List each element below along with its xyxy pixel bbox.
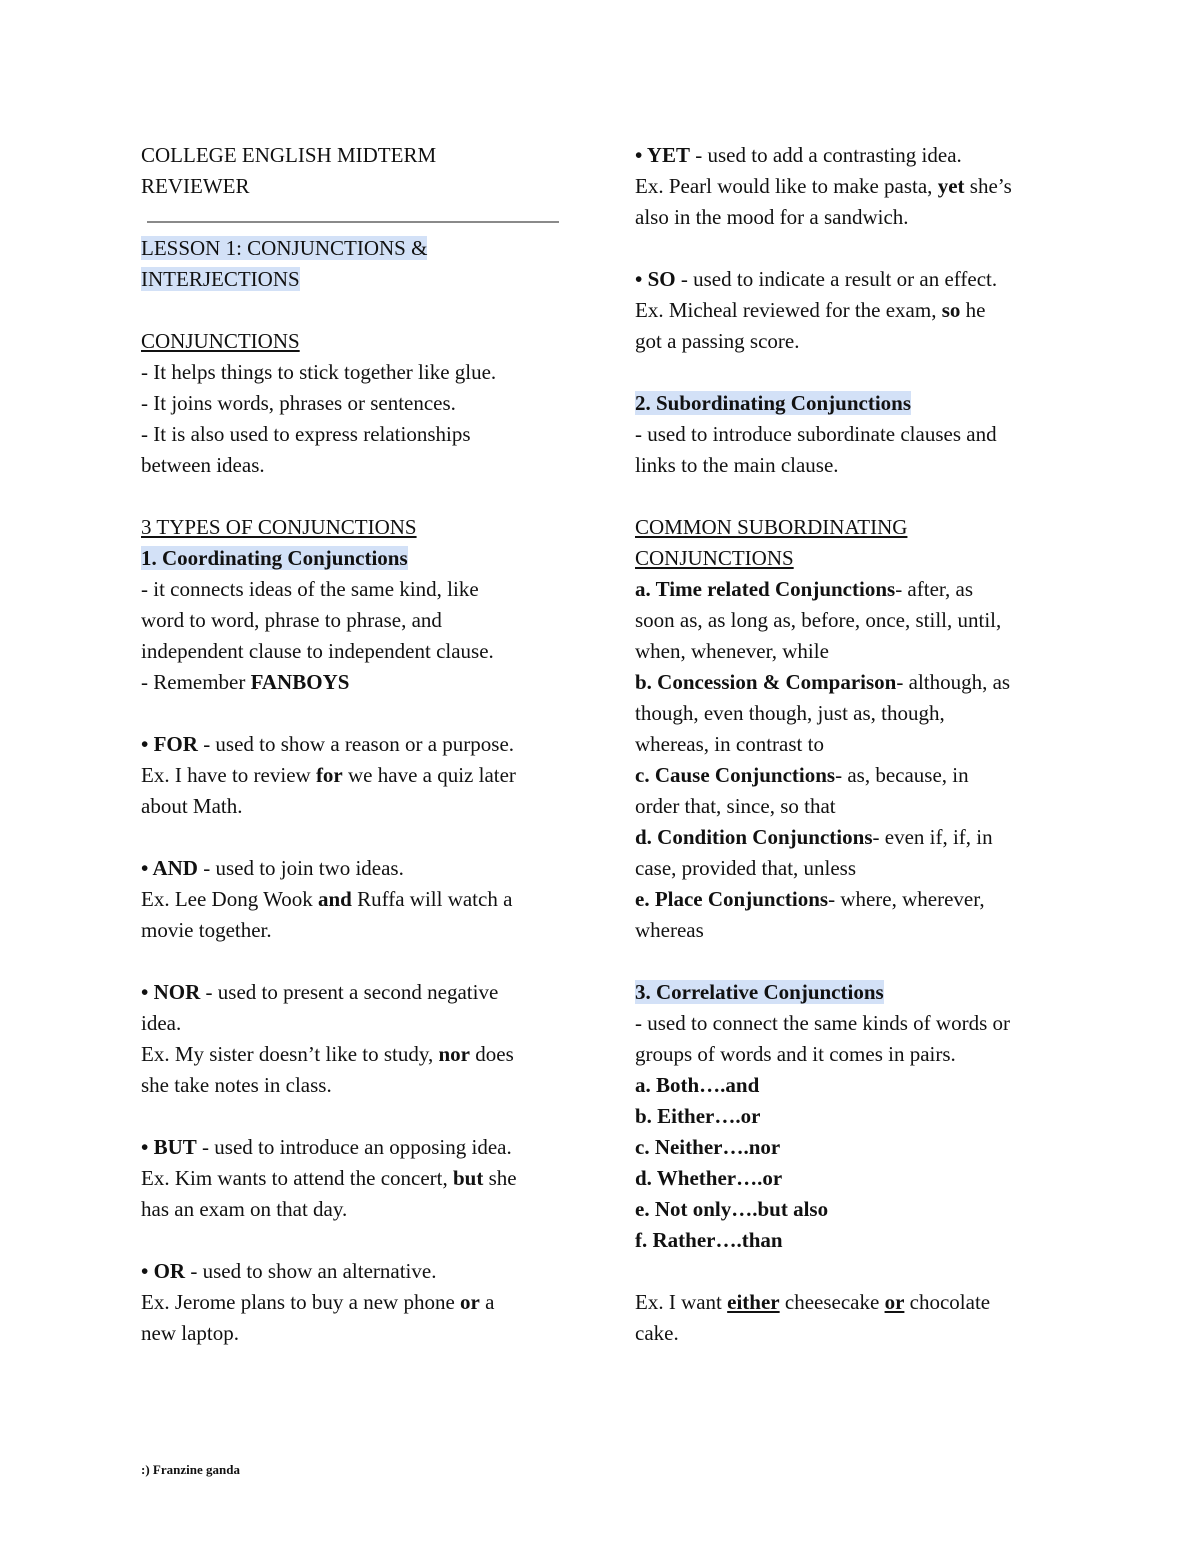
cause-conjunctions — [635, 760, 1075, 791]
example-keyword: or — [460, 1290, 480, 1314]
right-column — [635, 140, 1075, 1349]
or-example — [141, 1287, 571, 1318]
and-example-continued: movie together. — [141, 918, 272, 942]
time-conjunctions-continued: soon as, as long as, before, once, still, until, — [635, 608, 1002, 632]
document-title: COLLEGE ENGLISH MIDTERM — [141, 143, 437, 167]
definition-text: - used to introduce an opposing idea. — [196, 1135, 512, 1159]
condition-label: d. Condition Conjunctions — [635, 825, 873, 849]
definition-text: - used to add a contrasting idea. — [690, 143, 962, 167]
so-example — [635, 295, 1075, 326]
example-text: a — [479, 1290, 495, 1314]
common-subordinating-heading: COMMON SUBORDINATING — [635, 515, 908, 539]
definition-text: - used to indicate a result or an effect. — [675, 267, 998, 291]
correlative-pair: b. Either….or — [635, 1104, 761, 1128]
and-example — [141, 884, 571, 915]
left-column — [141, 140, 571, 1349]
concession-conjunctions — [635, 667, 1075, 698]
so-example-continued: got a passing score. — [635, 329, 800, 353]
time-conjunctions-continued: when, whenever, while — [635, 639, 829, 663]
example-keyword: so — [941, 298, 961, 322]
yet-example — [635, 171, 1075, 202]
or-bullet: • OR — [141, 1259, 186, 1283]
or-example-continued: new laptop. — [141, 1321, 239, 1345]
conjunctions-point: - It helps things to stick together like glue. — [141, 360, 497, 384]
nor-bullet: • NOR — [141, 980, 201, 1004]
yet-bullet: • YET — [635, 143, 691, 167]
so-bullet: • SO — [635, 267, 676, 291]
but-definition — [141, 1132, 571, 1163]
yet-example-continued: also in the mood for a sandwich. — [635, 205, 909, 229]
nor-definition — [141, 977, 571, 1008]
definition-text: - used to show a reason or a purpose. — [197, 732, 515, 756]
conjunctions-point: - It is also used to express relationships — [141, 422, 471, 446]
time-label: a. Time related Conjunctions — [635, 577, 896, 601]
and-bullet: • AND — [141, 856, 198, 880]
example-text: Ruffa will watch a — [351, 887, 513, 911]
lesson-heading-continued: INTERJECTIONS — [141, 267, 300, 291]
example-keyword: nor — [438, 1042, 470, 1066]
example-text: Ex. I have to review — [141, 763, 316, 787]
definition-text: - used to present a second negative — [200, 980, 499, 1004]
concession-conjunctions-continued: though, even though, just as, though, — [635, 701, 945, 725]
for-definition — [141, 729, 571, 760]
example-keyword: or — [884, 1290, 905, 1314]
nor-definition-continued: idea. — [141, 1011, 182, 1035]
or-definition — [141, 1256, 571, 1287]
time-conjunctions — [635, 574, 1075, 605]
example-text: she — [483, 1166, 517, 1190]
but-example — [141, 1163, 571, 1194]
cause-conjunctions-continued: order that, since, so that — [635, 794, 836, 818]
subordinating-description: links to the main clause. — [635, 453, 839, 477]
list-text: - where, wherever, — [828, 887, 985, 911]
nor-example — [141, 1039, 571, 1070]
example-text: Ex. My sister doesn’t like to study, — [141, 1042, 439, 1066]
example-text: does — [470, 1042, 514, 1066]
list-text: - after, as — [895, 577, 974, 601]
and-definition — [141, 853, 571, 884]
place-conjunctions — [635, 884, 1075, 915]
list-text: - even if, if, in — [872, 825, 993, 849]
footer-signature: :) Franzine ganda — [141, 1462, 240, 1477]
example-keyword: either — [727, 1290, 780, 1314]
document-title-continued: REVIEWER — [141, 174, 250, 198]
coordinating-description: word to word, phrase to phrase, and — [141, 608, 442, 632]
conjunctions-point-continued: between ideas. — [141, 453, 265, 477]
definition-text: - used to join two ideas. — [197, 856, 404, 880]
for-example-continued: about Math. — [141, 794, 243, 818]
reminder-text: - Remember — [141, 670, 251, 694]
but-bullet: • BUT — [141, 1135, 197, 1159]
list-text: - as, because, in — [835, 763, 969, 787]
cause-label: c. Cause Conjunctions — [635, 763, 836, 787]
condition-conjunctions-continued: case, provided that, unless — [635, 856, 857, 880]
lesson-heading: LESSON 1: CONJUNCTIONS & — [141, 236, 428, 260]
but-example-continued: has an exam on that day. — [141, 1197, 348, 1221]
correlative-pair: c. Neither….nor — [635, 1135, 781, 1159]
horizontal-divider — [147, 221, 559, 223]
concession-conjunctions-continued: whereas, in contrast to — [635, 732, 824, 756]
subordinating-description: - used to introduce subordinate clauses and — [635, 422, 997, 446]
correlative-description: groups of words and it comes in pairs. — [635, 1042, 956, 1066]
coordinating-heading: 1. Coordinating Conjunctions — [141, 546, 408, 570]
example-text: cheesecake — [779, 1290, 885, 1314]
example-keyword: for — [315, 763, 343, 787]
correlative-pair: a. Both….and — [635, 1073, 760, 1097]
example-text: Ex. Kim wants to attend the concert, — [141, 1166, 453, 1190]
example-text: he — [960, 298, 986, 322]
correlative-pair: d. Whether….or — [635, 1166, 783, 1190]
coordinating-description: - it connects ideas of the same kind, like — [141, 577, 479, 601]
correlative-heading: 3. Correlative Conjunctions — [635, 980, 884, 1004]
definition-text: - used to show an alternative. — [185, 1259, 437, 1283]
example-text: she’s — [964, 174, 1012, 198]
common-subordinating-heading-continued: CONJUNCTIONS — [635, 546, 794, 570]
list-text: - although, as — [896, 670, 1011, 694]
yet-definition — [635, 140, 1075, 171]
example-text: Ex. Micheal reviewed for the exam, — [635, 298, 942, 322]
conjunctions-point: - It joins words, phrases or sentences. — [141, 391, 456, 415]
example-text: Ex. Jerome plans to buy a new phone — [141, 1290, 461, 1314]
correlative-example-continued: cake. — [635, 1321, 679, 1345]
for-bullet: • FOR — [141, 732, 198, 756]
example-text: Ex. Lee Dong Wook — [141, 887, 318, 911]
types-heading: 3 TYPES OF CONJUNCTIONS — [141, 515, 417, 539]
correlative-example — [635, 1287, 1075, 1318]
place-conjunctions-continued: whereas — [635, 918, 704, 942]
example-keyword: yet — [937, 174, 965, 198]
fanboys-reminder — [141, 667, 571, 698]
condition-conjunctions — [635, 822, 1075, 853]
example-text: chocolate — [904, 1290, 991, 1314]
concession-label: b. Concession & Comparison — [635, 670, 897, 694]
example-text: Ex. Pearl would like to make pasta, — [635, 174, 938, 198]
coordinating-description: independent clause to independent clause. — [141, 639, 494, 663]
example-keyword: but — [453, 1166, 484, 1190]
correlative-pair: f. Rather….than — [635, 1228, 783, 1252]
so-definition — [635, 264, 1075, 295]
example-text: we have a quiz later — [342, 763, 516, 787]
conjunctions-heading: CONJUNCTIONS — [141, 329, 300, 353]
example-text: Ex. I want — [635, 1290, 728, 1314]
subordinating-heading: 2. Subordinating Conjunctions — [635, 391, 912, 415]
example-keyword: and — [317, 887, 352, 911]
place-label: e. Place Conjunctions — [635, 887, 829, 911]
for-example — [141, 760, 571, 791]
correlative-pair: e. Not only….but also — [635, 1197, 829, 1221]
fanboys-word: FANBOYS — [250, 670, 350, 694]
nor-example-continued: she take notes in class. — [141, 1073, 332, 1097]
correlative-description: - used to connect the same kinds of words or — [635, 1011, 1010, 1035]
